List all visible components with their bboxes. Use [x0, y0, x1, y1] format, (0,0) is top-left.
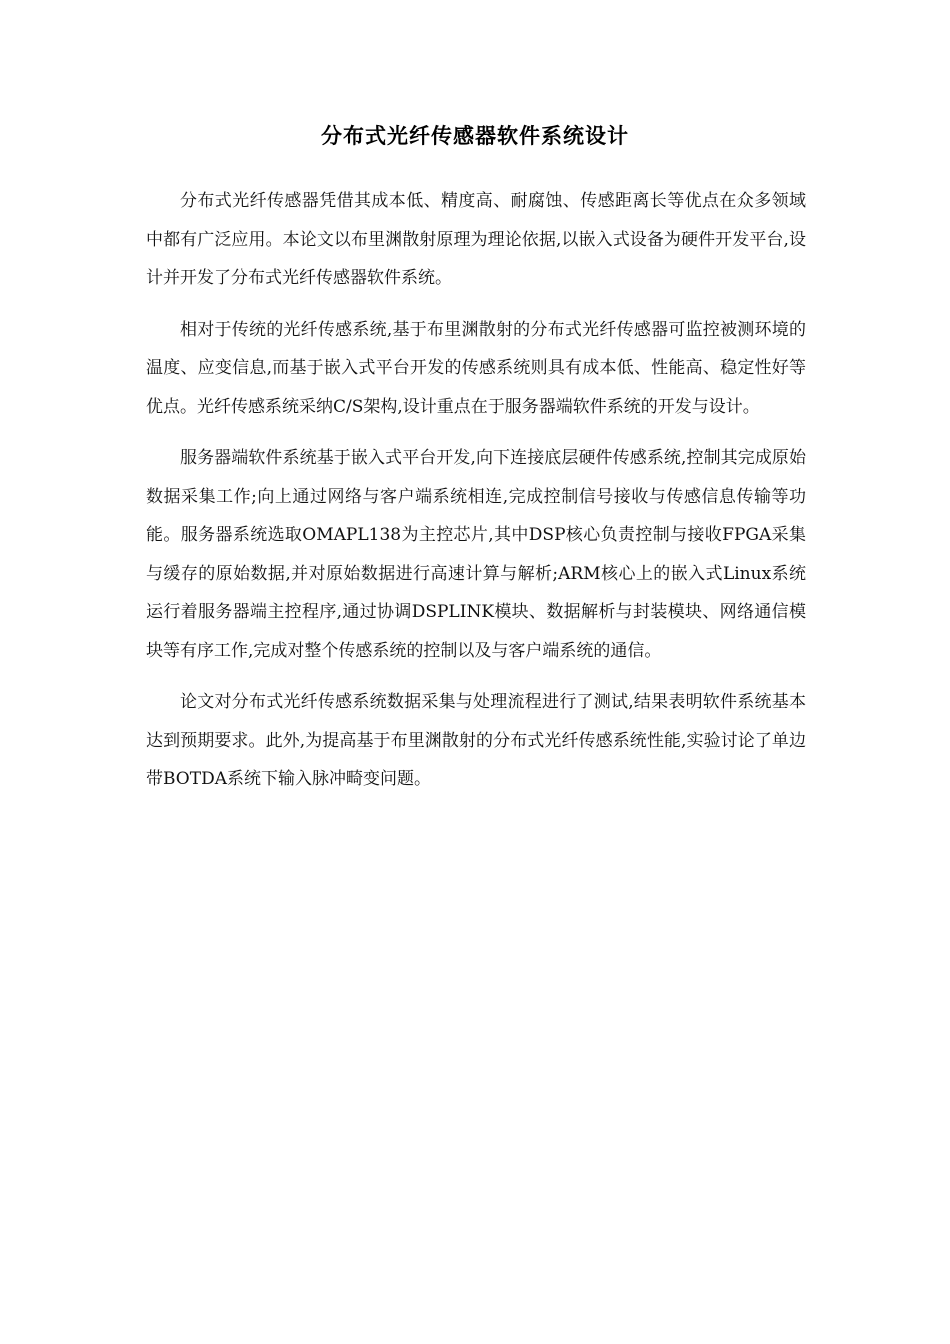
- paragraph-4: 论文对分布式光纤传感系统数据采集与处理流程进行了测试,结果表明软件系统基本达到预期要求。此外,为提高基于布里渊散射的分布式光纤传感系统性能,实验讨论了单边带BOTDA系统下输入脉冲畸变问题。: [146, 692, 806, 789]
- abstract-body: [146, 182, 806, 812]
- paragraph-3: 服务器端软件系统基于嵌入式平台开发,向下连接底层硬件传感系统,控制其完成原始数据采集工作;向上通过网络与客户端系统相连,完成控制信号接收与传感信息传输等功能。服务器系统选取OMAPL138为主控芯片,其中DSP核心负责控制与接收FPGA采集与缓存的原始数据,并对原始数据进行高速计算与解析;ARM核心上的嵌入式Linux系统运行着服务器端主控程序,通过协调DSPLINK模块、数据解析与封装模块、网络通信模块等有序工作,完成对整个传感系统的控制以及与客户端系统的通信。: [146, 448, 806, 661]
- document-title: 分布式光纤传感器软件系统设计: [321, 123, 629, 148]
- paragraph-1: 分布式光纤传感器凭借其成本低、精度高、耐腐蚀、传感距离长等优点在众多领域中都有广泛应用。本论文以布里渊散射原理为理论依据,以嵌入式设备为硬件开发平台,设计并开发了分布式光纤传感器软件系统。: [146, 191, 806, 288]
- paragraph-2: 相对于传统的光纤传感系统,基于布里渊散射的分布式光纤传感器可监控被测环境的温度、应变信息,而基于嵌入式平台开发的传感系统则具有成本低、性能高、稳定性好等优点。光纤传感系统采纳C/S架构,设计重点在于服务器端软件系统的开发与设计。: [146, 319, 806, 417]
